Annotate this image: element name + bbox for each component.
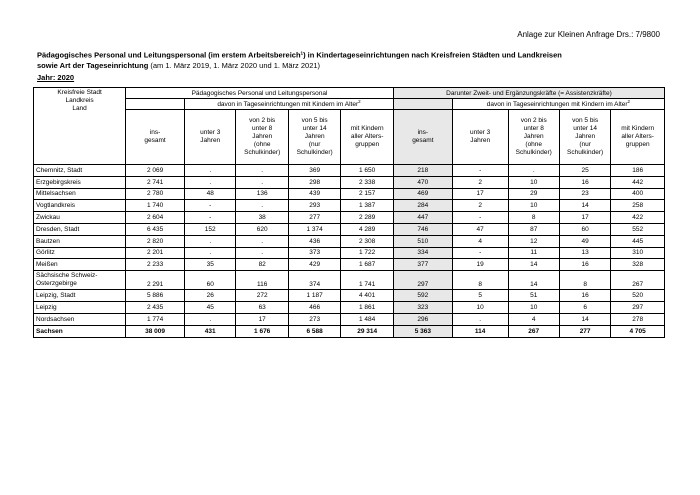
column-header-5: mit Kindern aller Alters- gruppen [341,110,394,165]
cell-value: 25 [559,165,610,177]
cell-value: . [185,247,236,259]
cell-value: - [452,247,508,259]
cell-value: 445 [611,235,665,247]
cell-value: 447 [393,212,452,224]
cell-value: 1 650 [341,165,394,177]
total-value: 1 676 [236,325,288,337]
region-name: Vogtlandkreis [34,200,126,212]
cell-value: 442 [611,176,665,188]
cell-value: 136 [236,188,288,200]
cell-value: 48 [185,188,236,200]
cell-value: 310 [611,247,665,259]
cell-value: 2 780 [126,188,185,200]
total-value: 277 [559,325,610,337]
cell-value: 8 [508,212,559,224]
subgroup-header-assistants: davon in Tageseinrichtungen mit Kindern im Alter$^2$ [452,99,664,110]
cell-value: 277 [288,212,340,224]
title-footnote-1: 1 [300,50,304,55]
cell-value: 258 [611,200,665,212]
table-row [34,290,665,302]
table-row [34,212,665,224]
cell-value: - [452,212,508,224]
table-row [34,176,665,188]
cell-value: 29 [508,188,559,200]
cell-value: 293 [288,200,340,212]
cell-value: 1 387 [341,200,394,212]
cell-value: - [185,200,236,212]
region-name: Zwickau [34,212,126,224]
cell-value: 4 [508,313,559,325]
subgroup-header-staff: davon in Tageseinrichtungen mit Kindern im Alter$^2$ [185,99,394,110]
cell-value: 17 [236,313,288,325]
column-header-9: von 5 bis unter 14 Jahren (nur Schulkinder) [559,110,610,165]
cell-value: 436 [288,235,340,247]
cell-value: 11 [508,247,559,259]
total-value: 38 009 [126,325,185,337]
cell-value: 8 [559,271,610,290]
cell-value: 2 157 [341,188,394,200]
cell-value: . [185,313,236,325]
total-value: 267 [508,325,559,337]
region-name: Dresden, Stadt [34,223,126,235]
cell-value: 297 [611,301,665,313]
cell-value: 422 [611,212,665,224]
cell-value: 273 [288,313,340,325]
cell-value: 6 [559,301,610,313]
table-row [34,188,665,200]
total-label: Sachsen [34,325,126,337]
cell-value: 4 [452,235,508,247]
cell-value: 5 886 [126,290,185,302]
column-header-2: unter 3 Jahren [185,110,236,165]
cell-value: 116 [236,271,288,290]
cell-value: 373 [288,247,340,259]
cell-value: 60 [185,271,236,290]
cell-value: 8 [452,271,508,290]
table-row [34,247,665,259]
region-name: Leipzig [34,301,126,313]
region-name: Chemnitz, Stadt [34,165,126,177]
table-row [34,223,665,235]
title-line1-b: ) in Kindertageseinrichtungen nach Kreisfreien Städten und Landkreisen [303,50,562,60]
cell-value: 592 [393,290,452,302]
column-header-6: ins- gesamt [393,110,452,165]
cell-value: 10 [452,301,508,313]
total-value: 431 [185,325,236,337]
cell-value: 298 [288,176,340,188]
group-header-assistants: Darunter Zweit- und Ergänzungskräfte (= Assistenzkräfte) [393,88,664,99]
document-title [37,48,657,71]
cell-value: 1 187 [288,290,340,302]
cell-value: 439 [288,188,340,200]
cell-value: 328 [611,259,665,271]
header-spacer-b [393,99,452,110]
total-value: 29 314 [341,325,394,337]
cell-value: 2 338 [341,176,394,188]
cell-value: 2 435 [126,301,185,313]
cell-value: 334 [393,247,452,259]
cell-value: 520 [611,290,665,302]
cell-value: 1 722 [341,247,394,259]
title-line2-bold: sowie Art der Tageseinrichtung [37,60,149,70]
group-header-staff: Pädagogisches Personal und Leitungspersonal [126,88,394,99]
column-header-10: mit Kindern aller Alters- gruppen [611,110,665,165]
personnel-table [33,87,665,338]
cell-value: . [452,313,508,325]
region-name: Erzgebirgskreis [34,176,126,188]
cell-value: 5 [452,290,508,302]
cell-value: . [236,176,288,188]
cell-value: 2 820 [126,235,185,247]
cell-value: 13 [559,247,610,259]
title-line2-dates: (am 1. März 2019, 1. März 2020 und 1. März 2021) [148,60,321,70]
cell-value: 186 [611,165,665,177]
total-value: 114 [452,325,508,337]
cell-value: 369 [288,165,340,177]
cell-value: 1 687 [341,259,394,271]
cell-value: 2 201 [126,247,185,259]
cell-value: 82 [236,259,288,271]
cell-value: 6 435 [126,223,185,235]
cell-value: 38 [236,212,288,224]
cell-value: 23 [559,188,610,200]
cell-value: 14 [508,259,559,271]
cell-value: 466 [288,301,340,313]
cell-value: 152 [185,223,236,235]
cell-value: 2 [452,200,508,212]
cell-value: 323 [393,301,452,313]
cell-value: 4 289 [341,223,394,235]
table-row [34,200,665,212]
total-row [34,325,665,337]
cell-value: 17 [559,212,610,224]
cell-value: 470 [393,176,452,188]
cell-value: 2 289 [341,212,394,224]
cell-value: . [185,176,236,188]
cell-value: 2 291 [126,271,185,290]
cell-value: 1 861 [341,301,394,313]
cell-value: . [236,235,288,247]
cell-value: 1 484 [341,313,394,325]
header-spacer-a [126,99,185,110]
cell-value: 278 [611,313,665,325]
cell-value: 14 [559,313,610,325]
cell-value: 429 [288,259,340,271]
column-header-1: ins- gesamt [126,110,185,165]
total-value: 5 363 [393,325,452,337]
cell-value: 35 [185,259,236,271]
cell-value: 510 [393,235,452,247]
region-name: Bautzen [34,235,126,247]
cell-value: 16 [559,290,610,302]
cell-value: 400 [611,188,665,200]
cell-value: 2 233 [126,259,185,271]
cell-value: 1 740 [126,200,185,212]
annex-reference: Anlage zur Kleinen Anfrage Drs.: 7/9800 [517,30,660,39]
cell-value: 12 [508,235,559,247]
cell-value: 14 [508,271,559,290]
region-name: Sächsische Schweiz- Osterzgebirge [34,271,126,290]
table-row [34,165,665,177]
cell-value: 552 [611,223,665,235]
cell-value: 1 774 [126,313,185,325]
region-column-header: Kreisfreie Stadt Landkreis Land [34,88,126,165]
total-value: 6 588 [288,325,340,337]
cell-value: 2 604 [126,212,185,224]
cell-value: 4 401 [341,290,394,302]
cell-value: 746 [393,223,452,235]
region-name: Leipzig, Stadt [34,290,126,302]
cell-value: . [185,235,236,247]
cell-value: - [185,212,236,224]
cell-value: 2 308 [341,235,394,247]
cell-value: . [185,165,236,177]
region-name: Görlitz [34,247,126,259]
table-row [34,271,665,290]
cell-value: 377 [393,259,452,271]
cell-value: 2 069 [126,165,185,177]
cell-value: 16 [559,259,610,271]
cell-value: 296 [393,313,452,325]
cell-value: 87 [508,223,559,235]
cell-value: 19 [452,259,508,271]
cell-value: . [236,200,288,212]
cell-value: 620 [236,223,288,235]
cell-value: 1 374 [288,223,340,235]
cell-value: 45 [185,301,236,313]
cell-value: 2 741 [126,176,185,188]
table-row [34,259,665,271]
cell-value: 16 [559,176,610,188]
region-name: Meißen [34,259,126,271]
cell-value: 17 [452,188,508,200]
column-header-3: von 2 bis unter 8 Jahren (ohne Schulkinder) [236,110,288,165]
cell-value: 49 [559,235,610,247]
cell-value: 2 [452,176,508,188]
cell-value: 60 [559,223,610,235]
table-row [34,235,665,247]
cell-value: 47 [452,223,508,235]
column-header-7: unter 3 Jahren [452,110,508,165]
cell-value: 26 [185,290,236,302]
region-name: Nordsachsen [34,313,126,325]
cell-value: 284 [393,200,452,212]
cell-value: . [508,165,559,177]
column-header-4: von 5 bis unter 14 Jahren (nur Schulkinder) [288,110,340,165]
cell-value: 267 [611,271,665,290]
cell-value: . [236,165,288,177]
cell-value: - [452,165,508,177]
cell-value: 51 [508,290,559,302]
cell-value: 10 [508,176,559,188]
table-row [34,301,665,313]
column-header-8: von 2 bis unter 8 Jahren (ohne Schulkinder) [508,110,559,165]
cell-value: 469 [393,188,452,200]
year-label: Jahr: 2020 [37,73,75,82]
cell-value: . [236,247,288,259]
cell-value: 374 [288,271,340,290]
table-row [34,313,665,325]
total-value: 4 705 [611,325,665,337]
title-line1-a: Pädagogisches Personal und Leitungspersonal (im erstem Arbeitsbereich [37,50,301,60]
cell-value: 10 [508,200,559,212]
cell-value: 63 [236,301,288,313]
cell-value: 14 [559,200,610,212]
cell-value: 272 [236,290,288,302]
cell-value: 218 [393,165,452,177]
cell-value: 10 [508,301,559,313]
cell-value: 1 741 [341,271,394,290]
region-name: Mittelsachsen [34,188,126,200]
cell-value: 297 [393,271,452,290]
